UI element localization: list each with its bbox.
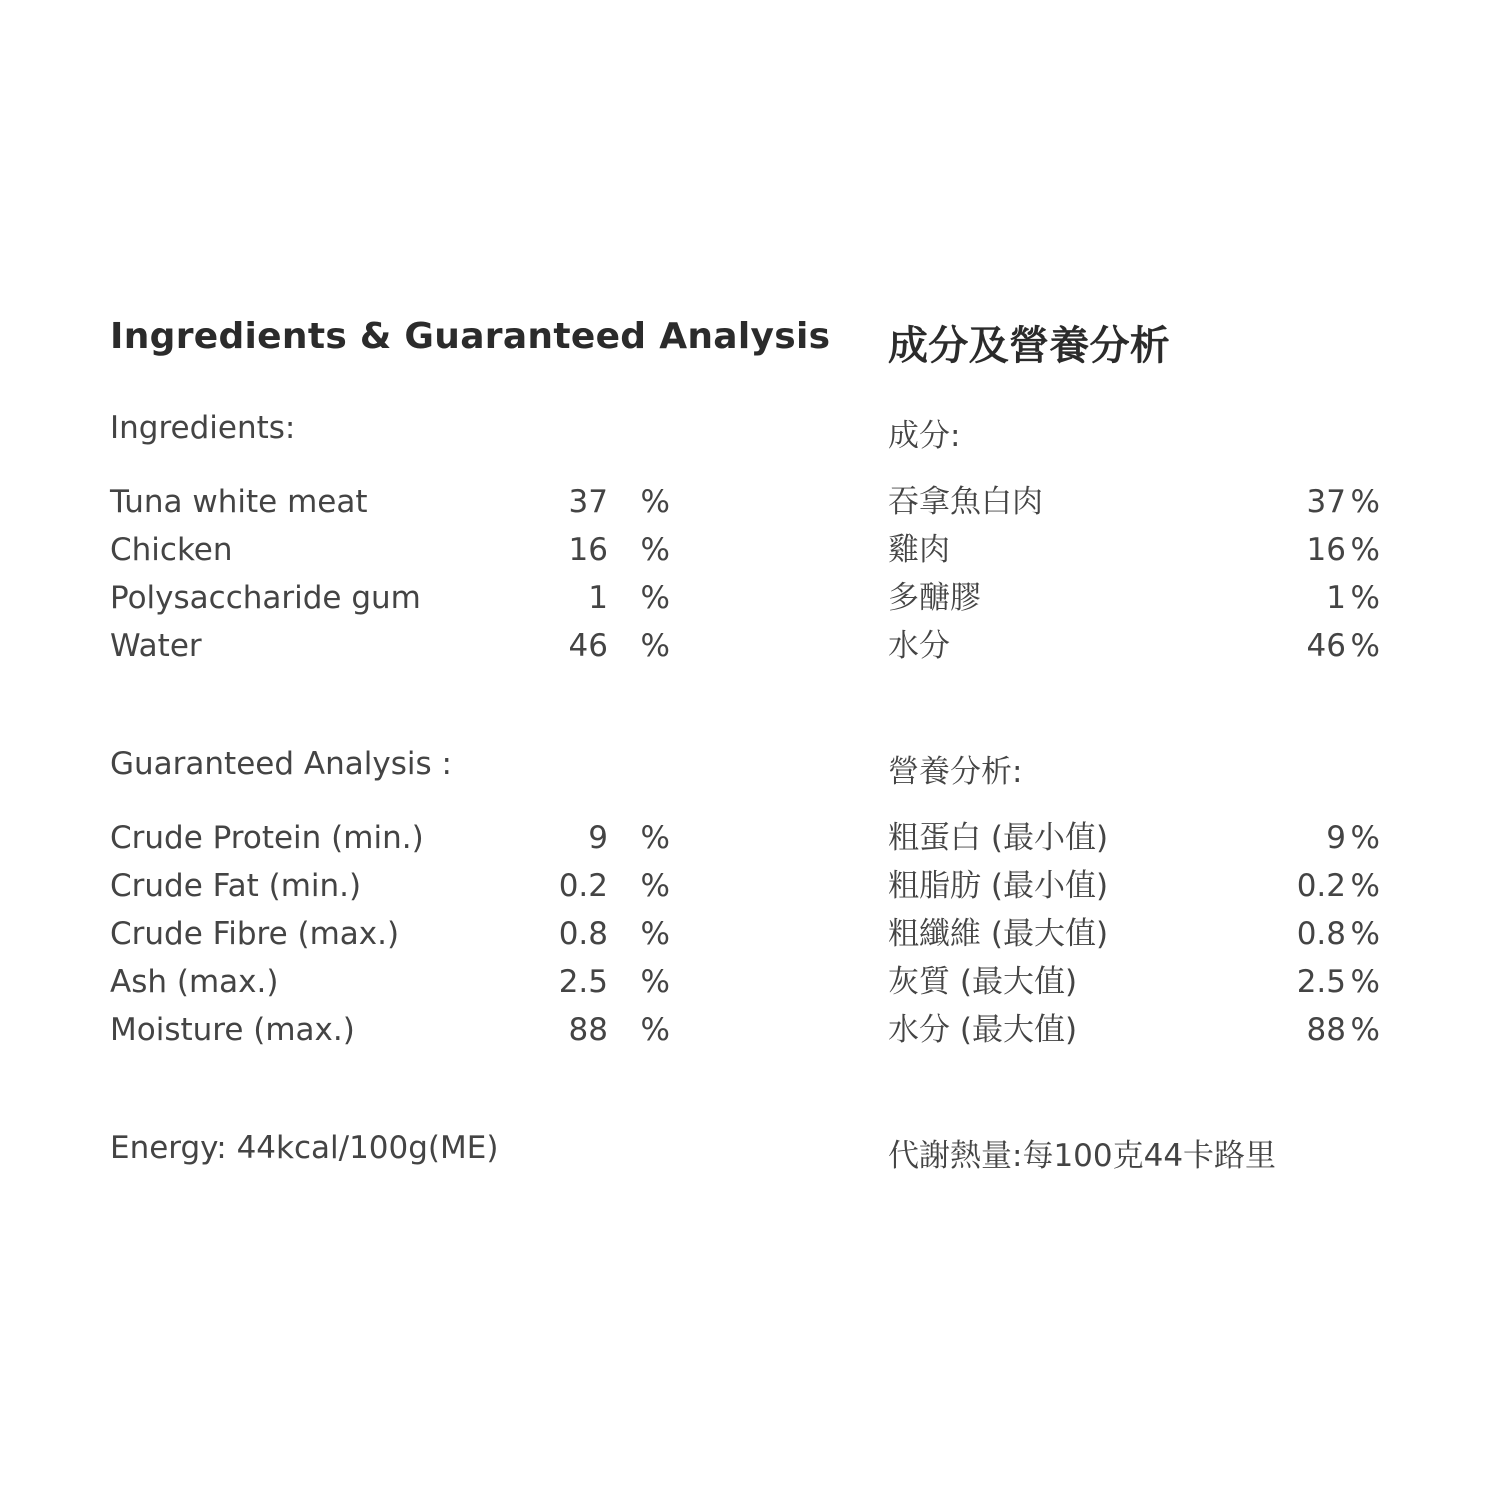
item-unit: % bbox=[640, 484, 670, 520]
item-name: Tuna white meat bbox=[110, 484, 368, 520]
item-unit: % bbox=[1350, 820, 1380, 856]
item-value: 9 bbox=[1326, 820, 1346, 856]
list-item bbox=[888, 1008, 1380, 1056]
list-item bbox=[888, 960, 1380, 1008]
item-unit: % bbox=[1350, 1012, 1380, 1048]
list-item bbox=[110, 912, 670, 960]
chinese-energy: 代謝熱量:每100克44卡路里 bbox=[888, 1138, 1277, 1174]
item-name: Crude Fibre (max.) bbox=[110, 916, 400, 952]
item-unit: % bbox=[640, 628, 670, 664]
english-energy: Energy: 44kcal/100g(ME) bbox=[110, 1130, 499, 1166]
item-value: 1 bbox=[588, 580, 608, 616]
item-name: Water bbox=[110, 628, 202, 664]
item-unit: % bbox=[1350, 628, 1380, 664]
item-unit: % bbox=[1350, 532, 1380, 568]
item-unit: % bbox=[1350, 964, 1380, 1000]
list-item bbox=[888, 624, 1380, 672]
list-item bbox=[110, 576, 670, 624]
item-value: 0.2 bbox=[1296, 868, 1346, 904]
chinese-analysis-label: 營養分析: bbox=[888, 754, 1023, 790]
item-value: 88 bbox=[568, 1012, 608, 1048]
item-unit: % bbox=[640, 532, 670, 568]
chinese-title: 成分及營養分析 bbox=[888, 323, 1171, 369]
list-item bbox=[110, 624, 670, 672]
item-name: 雞肉 bbox=[888, 532, 950, 568]
chinese-column bbox=[888, 0, 1380, 1500]
english-title: Ingredients & Guaranteed Analysis bbox=[110, 316, 831, 357]
item-value: 37 bbox=[568, 484, 608, 520]
item-name: 水分 bbox=[888, 628, 950, 664]
item-unit: % bbox=[1350, 916, 1380, 952]
item-value: 88 bbox=[1306, 1012, 1346, 1048]
item-unit: % bbox=[640, 964, 670, 1000]
item-value: 0.2 bbox=[558, 868, 608, 904]
list-item bbox=[888, 864, 1380, 912]
chinese-ingredients-label: 成分: bbox=[888, 418, 961, 454]
item-name: 粗脂肪 (最小值) bbox=[888, 868, 1109, 904]
item-name: Crude Fat (min.) bbox=[110, 868, 362, 904]
item-unit: % bbox=[1350, 580, 1380, 616]
item-name: 灰質 (最大值) bbox=[888, 964, 1078, 1000]
item-value: 0.8 bbox=[558, 916, 608, 952]
item-value: 2.5 bbox=[1296, 964, 1346, 1000]
item-unit: % bbox=[640, 820, 670, 856]
list-item bbox=[110, 480, 670, 528]
item-value: 16 bbox=[1306, 532, 1346, 568]
item-value: 37 bbox=[1306, 484, 1346, 520]
item-name: 水分 (最大值) bbox=[888, 1012, 1078, 1048]
item-name: 多醣膠 bbox=[888, 580, 981, 616]
item-value: 46 bbox=[1306, 628, 1346, 664]
item-unit: % bbox=[1350, 868, 1380, 904]
item-unit: % bbox=[1350, 484, 1380, 520]
item-name: 粗蛋白 (最小值) bbox=[888, 820, 1109, 856]
list-item bbox=[888, 912, 1380, 960]
list-item bbox=[110, 960, 670, 1008]
english-analysis-label: Guaranteed Analysis : bbox=[110, 746, 452, 782]
item-value: 46 bbox=[568, 628, 608, 664]
item-name: Ash (max.) bbox=[110, 964, 279, 1000]
list-item bbox=[110, 528, 670, 576]
item-unit: % bbox=[640, 580, 670, 616]
item-name: 吞拿魚白肉 bbox=[888, 484, 1043, 520]
item-name: 粗纖維 (最大值) bbox=[888, 916, 1109, 952]
list-item bbox=[110, 864, 670, 912]
item-unit: % bbox=[640, 1012, 670, 1048]
item-unit: % bbox=[640, 916, 670, 952]
item-unit: % bbox=[640, 868, 670, 904]
english-ingredients-list bbox=[110, 480, 670, 672]
item-name: Moisture (max.) bbox=[110, 1012, 355, 1048]
list-item bbox=[888, 576, 1380, 624]
item-value: 1 bbox=[1326, 580, 1346, 616]
list-item bbox=[110, 816, 670, 864]
item-value: 16 bbox=[568, 532, 608, 568]
english-analysis-list bbox=[110, 816, 670, 1056]
item-name: Polysaccharide gum bbox=[110, 580, 421, 616]
list-item bbox=[888, 816, 1380, 864]
item-name: Crude Protein (min.) bbox=[110, 820, 424, 856]
list-item bbox=[888, 480, 1380, 528]
item-value: 9 bbox=[588, 820, 608, 856]
chinese-ingredients-list bbox=[888, 480, 1380, 672]
item-value: 0.8 bbox=[1296, 916, 1346, 952]
chinese-analysis-list bbox=[888, 816, 1380, 1056]
list-item bbox=[110, 1008, 670, 1056]
english-ingredients-label: Ingredients: bbox=[110, 410, 296, 446]
list-item bbox=[888, 528, 1380, 576]
item-name: Chicken bbox=[110, 532, 233, 568]
english-column bbox=[110, 0, 831, 1500]
item-value: 2.5 bbox=[558, 964, 608, 1000]
